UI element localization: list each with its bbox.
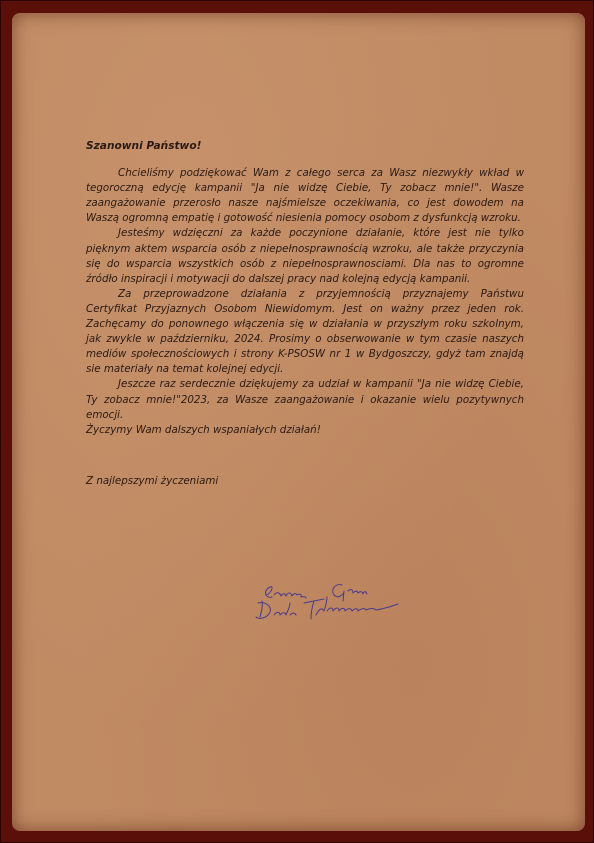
paragraph-closing-thanks: Jeszcze raz serdecznie dziękujemy za udział w kampanii "Ja nie widzę Ciebie, Ty zobacz mnie!"2023, za Wasze zaangażowanie i okazanie wielu pozytywnych emocji. <box>86 378 524 421</box>
letter-body <box>74 139 524 489</box>
paragraph-gratitude: Jesteśmy wdzięczni za każde poczynione działanie, które jest nie tylko pięknym aktem wsparcia osób z niepełnosprawnością wzroku, ale także przyczynia się do wsparcia wszystkich osób z niepełnosprawnosciami. Dla nas to ogromne źródło inspiracji i motywacji do dalszej pracy nad kolejną edycją kampanii. <box>86 227 524 285</box>
handwritten-signatures <box>252 575 462 637</box>
wish-line: Życzymy Wam dalszych wspaniałych działań! <box>86 423 321 436</box>
kraft-paper-sheet <box>12 13 585 831</box>
paragraph-thanks: Chcieliśmy podziękować Wam z całego serca za Wasz niezwykły wkład w tegoroczną edycję kampanii "Ja nie widzę Ciebie, Ty zobacz mnie!". Wasze zaangażowanie przerosło nasze najśmielsze oczekiwania, co jest dowodem na Waszą ogromną empatię i gotowość niesienia pomocy osobom z dysfunkcją wzroku. <box>86 167 524 225</box>
paragraph-certificate: Za przeprowadzone działania z przyjemnością przyznajemy Państwu Certyfikat Przyjaznych Osobom Niewidomym. Jest on ważny przez jeden rok. Zachęcamy do ponownego włączenia się w działania w przyszłym roku szkolnym, jak zwykle w październiku, 2024. Prosimy o obserwowanie w tym czasie naszych mediów społecznościowych i strony K-PSOSW nr 1 w Bydgoszczy, gdyż tam znajdą sie materiały na temat kolejnej edycji. <box>86 287 524 376</box>
closing-line: Z najlepszymi życzeniami <box>86 474 219 487</box>
salutation: Szanowni Państwo! <box>86 140 202 152</box>
